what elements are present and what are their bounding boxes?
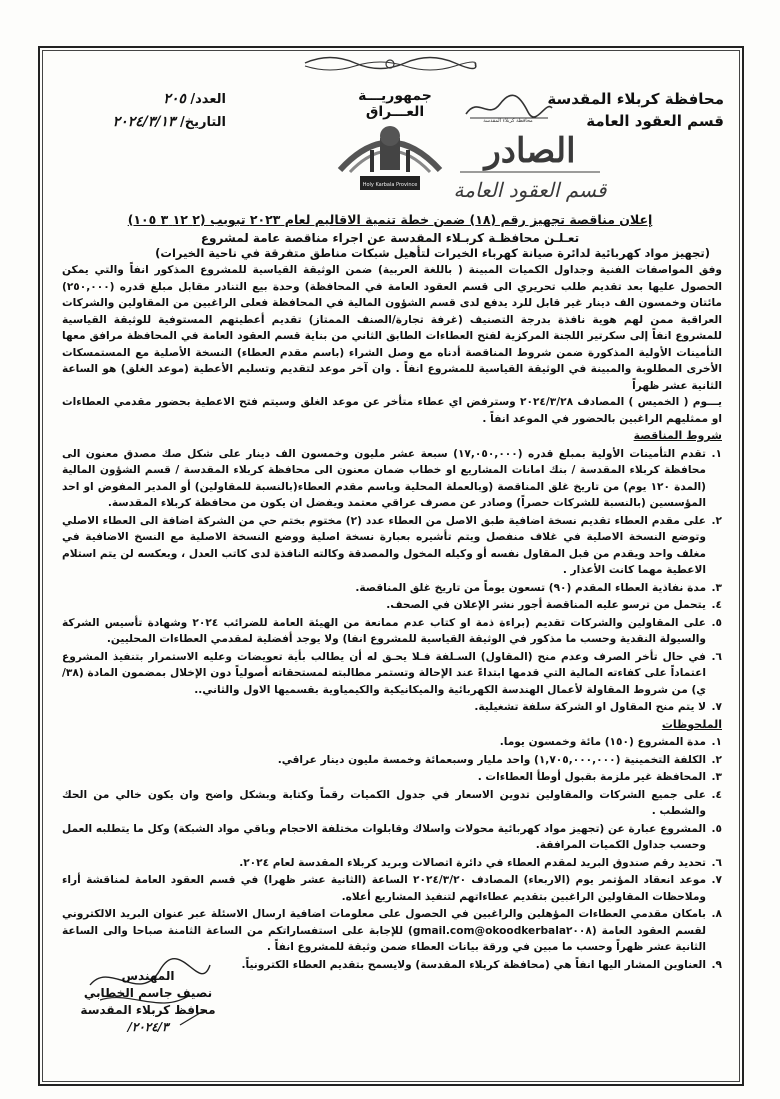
top-ornament (300, 52, 480, 74)
list-item: ٢. الكلفة التخمينية (١,٧٠٥,٠٠٠,٠٠٠) واحد مليار وسبعمائة وخمسة مليون دينار عراقي. (277, 753, 722, 766)
logo-text: محافظة كربلاء المقدسة (483, 118, 533, 124)
republic-title: جمهوريـــة العـــراق (358, 88, 432, 120)
reference-number (86, 88, 226, 111)
conditions-heading: شروط المناقصة (633, 429, 722, 442)
list-item: ٣. المحافظة غير ملزمة بقبول أوطأ العطاءات . (477, 771, 722, 783)
list-item: ٨. بامكان مقدمي العطاءات المؤهلين والراغبين في الحصول على معلومات اضافية ارسال الاسئلة عبر عنوان البريد الالكتروني لقسم العقود العامة (okoodkerbala٢٠٠٨@gmail.com) للإجابة على استفساراتكم من الساعة الثامنة صباحا والى الساعة الثانية عشر ظهراً وحسب ما مبين في ورقة بيانات العطاء ضمن وثيقة للمشروع انفاً . (62, 908, 722, 953)
list-item: ٥. على المقاولين والشركات تقديم (براءة ذمة او كتاب عدم ممانعة من الهيئة العامة للضرائب ٢٠٢٤ وشهادة تأسيس الشركة والسيولة النقدية وحسب ما مذكور في الوثيقة القياسية للمشروع انفا) ولا يوجد أفضلية لمقدمي العطاءات المحليين. (62, 616, 722, 645)
announcement-subtitle: تعـلـن محافظـة كربـلاء المقدسة عن اجراء مناقصة عامة لمشروع (200, 231, 580, 245)
date-value: ٢٠٢٤/٣/١٣ (112, 114, 176, 130)
number-label: العدد/ (190, 92, 226, 107)
stamp-bottom-text: قسم العقود العامة (453, 178, 607, 202)
number-value: ٢٠٥ (163, 91, 186, 107)
list-item: ٣. مدة نفاذية العطاء المقدم (٩٠) تسعون يوماً من تاريخ غلق المناقصة. (355, 581, 722, 594)
list-item: ٧. موعد انعقاد المؤتمر يوم (الاربعاء) المصادف ٢٠٢٤/٣/٢٠ الساعة (الثانية عشر ظهرا) في قسم العقود العامة لمناقشة أراء وملاحظات المقاولين الراغبين بتقديم عطاءاتهم لتنفيذ المشاريع أعلاه. (62, 874, 722, 903)
signer-position: محافظ كربلاء المقدسة (80, 1003, 216, 1017)
notes-heading: الملحوظات (661, 717, 722, 731)
closing-paragraph: يـــوم ( الخميس ) المصادف ٢٠٢٤/٣/٢٨ وسترفض اي عطاء متأخر عن موعد الغلق وسيتم فتح الاعطية بحضور مقدمي العطاءات او ممثليهم الراغبين بالحضور في الموعد انفاً . (62, 396, 722, 425)
date-label: التاريخ/ (179, 115, 226, 130)
list-item: ٩. العناوين المشار اليها انفاً هي (محافظة كربلاء المقدسة) ولايسمح بتقديم العطاء الكترونياً. (241, 958, 722, 971)
notes-list (62, 734, 722, 973)
list-item: ٢. على مقدم العطاء تقديم نسخة اضافية طبق الاصل من العطاء عدد (٢) مختوم بختم حي من الشركة اضافة الى العطاء الاصلي وتوضع النسخة الاصلية في غلاف منفصل ويتم تأشيره بعبارة نسخة اصلية ووضع النسخة الاصلية مع النسخ الاضافية في مغلف واحد ويقدم من قبل المقاول نفسه أو وكيله المخول والمصدقة وكالته النافذة لدى كاتب العدل ، وبعكسه لن يتم استلام الاعطية مهما كانت الأعذار . (62, 514, 722, 576)
karbala-emblem (330, 110, 450, 210)
signature-block (78, 968, 218, 1036)
signature-date: ٢٠٢٤/٣/ (127, 1020, 169, 1034)
department-name: قسم العقود العامة (586, 112, 724, 130)
province-logo (458, 92, 558, 124)
list-item: ٦. تحديد رقم صندوق البريد لمقدم العطاء في دائرة اتصالات وبريد كربلاء المقدسة لعام ٢٠٢٤. (239, 856, 722, 869)
list-item: ٦. في حال تأخر الصرف وعدم منح (المقاول) السـلفة فـلا يحـق له أن يطالب بأية تعويضات وعليه الاستمرار بتنفيذ المشروع اعتماداً على كفاءته المالية التي قدمها ابتداءً عند الإحالة وتستمر مطالبته لمستحقاته أصولياً دون الإخلال بمضمون المادة (٣٨/ي) من شروط المقاولة لأعمال الهندسة الكهربائية والميكانيكية والكيمياوية بقسميها الاول والثاني.. (62, 650, 722, 696)
emblem-caption: Holy Karbala Province (362, 182, 418, 188)
signer-name: نصيف جاسم الخطابي (83, 986, 213, 1000)
outgoing-stamp (450, 122, 610, 212)
list-item: ١. تقدم التأمينات الأولية بمبلغ قدره (١٧,٠٥٠,٠٠٠) سبعة عشر مليون وخمسون الف دينار على شكل صك مصدق معنون الى محافظة كربلاء المقدسة / بنك امانات المشاريع او خطاب ضمان معنون الى محافظة كربلاء المقدسة / قسم الشؤون المالية (المدة ١٢٠ يوم) من تاريخ غلق المناقصة (وبالعملة المحلية وباسم مقدم العطاء(بالنسبة للمقاولين) أو المدير المفوض او احد المؤسسين (بالنسبة للشركات حصراً) وصادر عن مصرف عراقي معتمد ويفضل ان يكون من محافظة كربلاء المقدسة. (62, 447, 722, 509)
announcement-title: إعلان مناقصة تجهيز رقم (١٨) ضمن خطة تنمية الاقاليم لعام ٢٠٢٣ تبويب (٢ ١٢ ٣ ١٠٥) (127, 212, 653, 227)
list-item: ٤. على جميع الشركات والمقاولين تدوين الاسعار في جدول الكميات رقماً وكتابة وبشكل واضح وان يكون خالي من الحك والشطب . (62, 788, 722, 817)
signer-title: المهندس (121, 969, 175, 983)
province-name: محافظة كربلاء المقدسة (547, 90, 724, 108)
intro-paragraph: وفق المواصفات الفنية وجداول الكميات المبينة ( باللغة العربية) ضمن الوثيقة القياسية للمشروع المذكور انفاً والتي يمكن الحصول عليها بعد تقديم طلب تحريري الى قسم العقود العامة في المحافظة) وحدة بيع التنادر مقابل مبلغ قدره (٢٥٠,٠٠٠) مائتان وخمسون الف دينار غير قابل للرد يدفع لدى قسم الشؤون المالية في المحافظة فعلى الراغبين من المقاولين والشركات العراقية ممن لهم هوية نافذة بدرجة التصنيف (غرفة تجارة/الصنف الممتاز) تقديم أعطيتهم المستوفية للوثيقة القياسية للمشروع انفاً إلى سكرتير اللجنة المركزية لفتح العطاءات الطابق الثاني من بناية قسم العقود العامة في المحافظة مرافق معها التأمينات الأولية المذكورة ضمن شروط المناقصة أدناه مع وصل الشراء (باسم مقدم العطاء) النسخة الأصلية مع المستمسكات الأخرى المطلوبة والمبينة في الوثيقة القياسية للمشروع انفاً . وان آخر موعد لتقديم وتسليم الأعطية (موعد الغلق) هو الساعة الثانية عشر ظهراً (62, 264, 722, 392)
list-item: ١. مدة المشروع (١٥٠) مائة وخمسون يوما. (499, 736, 722, 748)
list-item: ٧. لا يتم منح المقاول او الشركة سلفة تشغيلية. (474, 701, 722, 713)
stamp-top-text: الصادر (484, 131, 576, 171)
project-name: (تجهيز مواد كهربائية لدائرة صيانة كهرباء الخيرات لتأهيل شبكات مناطق متفرقة في ناحية الخيرات) (155, 246, 710, 260)
document-body (62, 262, 722, 974)
reference-block (86, 88, 226, 134)
list-item: ٥. المشروع عبارة عن (تجهيز مواد كهربائية محولات واسلاك وقابلوات مختلفة الاحجام وباقي مواد الشبكة) وكل ما يتطلبه العمل وحسب جداول الكميات المرافقة. (62, 822, 722, 851)
reference-date (86, 111, 226, 134)
list-item: ٤. يتحمل من ترسو عليه المناقصة أجور نشر الإعلان في الصحف. (386, 599, 722, 611)
conditions-list (62, 446, 722, 716)
